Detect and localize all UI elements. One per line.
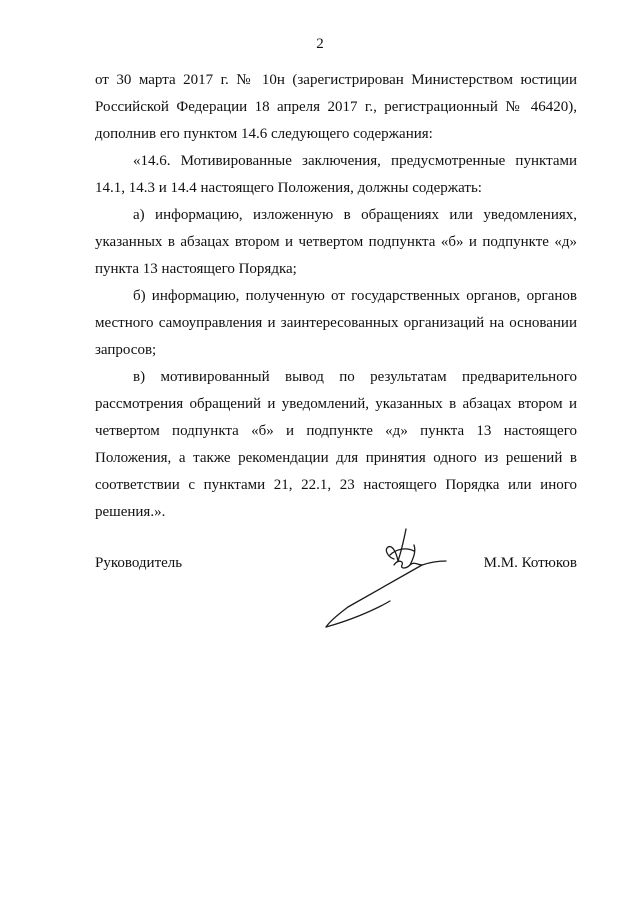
- document-body: [95, 67, 577, 526]
- signer-role: Руководитель: [95, 555, 183, 571]
- paragraph-item-c: в) мотивированный вывод по результатам предварительного рассмотрения обращений и уведомлений, указанных в абзацах втором и четвертом подпункта «б» и подпункте «д» пункта 13 настоящего Положения, а также рекомендации для принятия одного из решений в соответствии с пунктами 21, 22.1, 23 настоящего Порядка или иного решения.».: [95, 369, 577, 520]
- handwritten-signature: [318, 525, 468, 635]
- paragraph-item-b: б) информацию, полученную от государственных органов, органов местного самоуправления и заинтересованных организаций на основании запросов;: [95, 288, 577, 358]
- signer-name: М.М. Котюков: [483, 555, 577, 571]
- paragraph-intro: от 30 марта 2017 г. № 10н (зарегистрирован Министерством юстиции Российской Федерации 18 апреля 2017 г., регистрационный № 46420), дополнив его пунктом 14.6 следующего содержания:: [95, 72, 577, 142]
- paragraph-clause-14-6: «14.6. Мотивированные заключения, предусмотренные пунктами 14.1, 14.3 и 14.4 настоящего Положения, должны содержать:: [95, 153, 577, 196]
- page-number: 2: [316, 36, 324, 52]
- paragraph-item-a: а) информацию, изложенную в обращениях или уведомлениях, указанных в абзацах втором и четвертом подпункта «б» и подпункте «д» пункта 13 настоящего Порядка;: [95, 207, 577, 277]
